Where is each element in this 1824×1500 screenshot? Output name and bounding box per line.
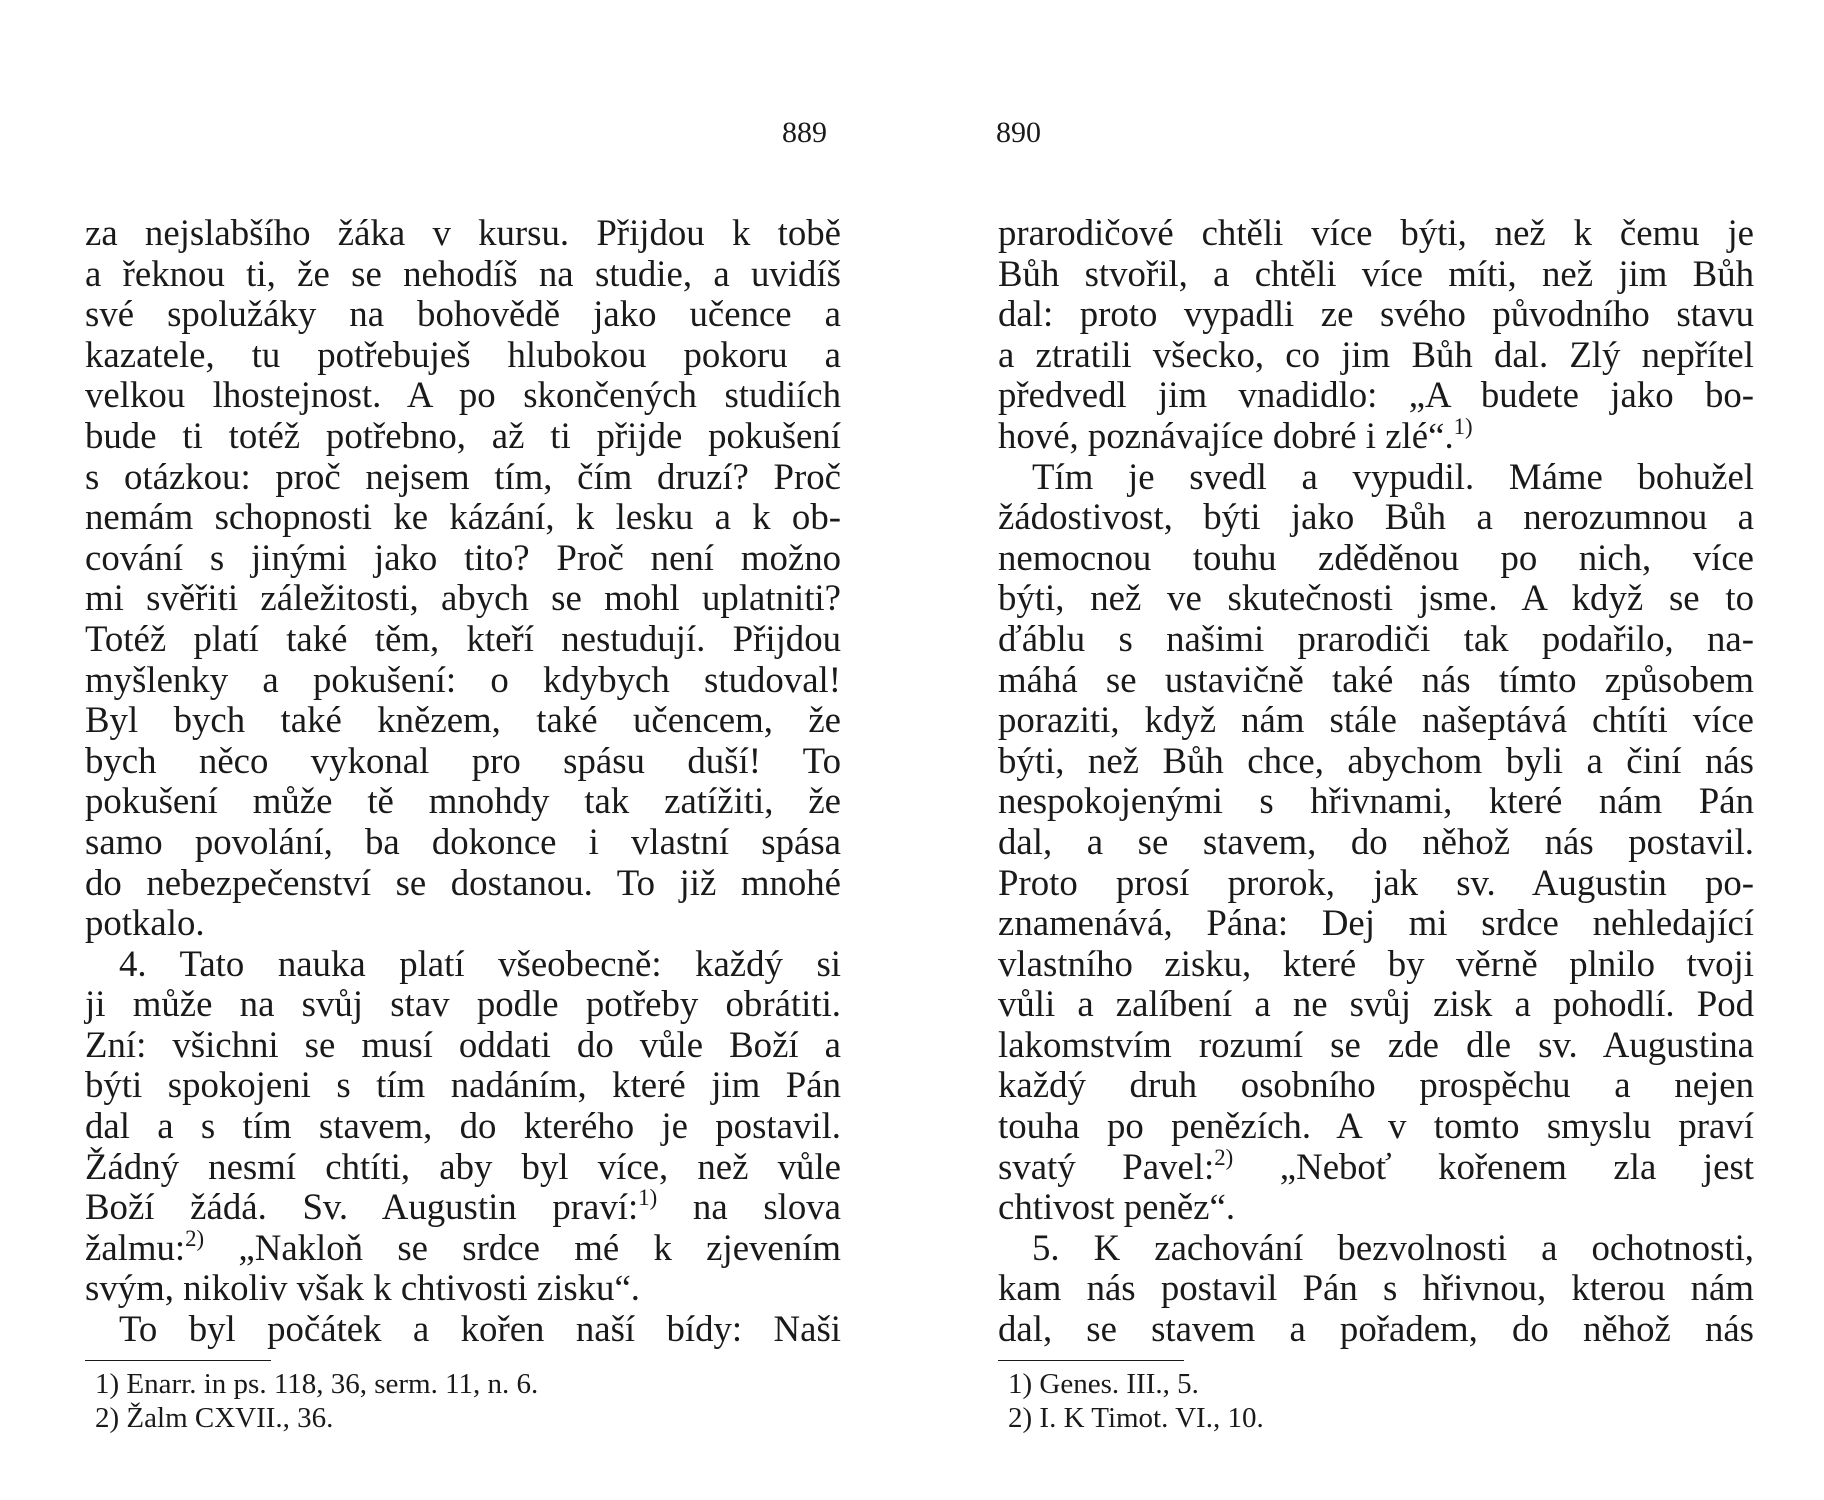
paragraph-start-line: 4. Tato nauka platí všeobecně: každý si bbox=[119, 942, 841, 984]
text-segment: „Neboť kořenem zla jest bbox=[1233, 1145, 1754, 1187]
footnote bbox=[1008, 1367, 1754, 1401]
text-line: cování s jinými jako tito? Proč není možno bbox=[85, 536, 841, 578]
text-line: znamenává, Pána: Dej mi srdce nehledající bbox=[998, 902, 1754, 944]
text-line: Žádný nesmí chtíti, aby byl více, než vůle bbox=[85, 1145, 841, 1187]
text-line: prarodičové chtěli více býti, než k čemu je bbox=[998, 212, 1754, 253]
text-line: a ztratili všecko, co jim Bůh dal. Zlý nepřítel bbox=[998, 333, 1754, 375]
footnote-marker: 2) bbox=[1008, 1401, 1033, 1434]
footnote bbox=[95, 1367, 841, 1401]
text-line: mi svěřiti záležitosti, abych se mohl uplatniti? bbox=[85, 577, 841, 619]
text-line: touha po penězích. A v tomto smyslu praví bbox=[998, 1105, 1754, 1147]
text-line: býti spokojeni s tím nadáním, které jim Pán bbox=[85, 1064, 841, 1106]
text-line: za nejslabšího žáka v kursu. Přijdou k tobě bbox=[85, 212, 841, 253]
text-line: dal a s tím stavem, do kterého je postavil. bbox=[85, 1105, 841, 1147]
text-line: chtivost peněz“. bbox=[998, 1186, 1236, 1228]
footnote-ref: 2) bbox=[185, 1225, 205, 1251]
footnote-text: Žalm CXVII., 36. bbox=[126, 1401, 334, 1434]
footnote-ref: 1) bbox=[638, 1185, 658, 1211]
text-line: potkalo. bbox=[85, 902, 205, 944]
text-line: svým, nikoliv však k chtivosti zisku“. bbox=[85, 1267, 640, 1309]
footnote-divider bbox=[998, 1360, 1184, 1361]
right-page-body bbox=[998, 213, 1754, 1350]
footnote-marker: 2) bbox=[95, 1401, 120, 1434]
text-line: bude ti totéž potřebno, až ti přijde pokušení bbox=[85, 414, 841, 456]
text-segment: „Nakloň se srdce mé k zjevením bbox=[204, 1226, 841, 1268]
paragraph-start-line: Tím je svedl a vypudil. Máme bohužel bbox=[1032, 455, 1754, 497]
text-line: každý druh osobního prospěchu a nejen bbox=[998, 1064, 1754, 1106]
text-line: myšlenky a pokušení: o kdybych studoval! bbox=[85, 658, 841, 700]
text-line: nespokojenými s hřivnami, které nám Pán bbox=[998, 780, 1754, 822]
text-line: nemocnou touhu zděděnou po nich, více bbox=[998, 536, 1754, 578]
text-line-with-ref bbox=[85, 1187, 841, 1228]
text-line: máhá se ustavičně také nás tímto způsobem bbox=[998, 658, 1754, 700]
text-line: lakomstvím rozumí se zde dle sv. Augustina bbox=[998, 1023, 1754, 1065]
right-footnotes bbox=[998, 1367, 1754, 1435]
text-segment: svatý Pavel: bbox=[998, 1145, 1215, 1187]
footnote-divider bbox=[85, 1360, 271, 1361]
text-line: poraziti, když nám stále našeptává chtíti více bbox=[998, 699, 1754, 741]
text-line: Bůh stvořil, a chtěli více míti, než jim Bůh bbox=[998, 252, 1754, 294]
text-line: dal, a se stavem, do něhož nás postavil. bbox=[998, 820, 1754, 862]
text-segment: žalmu: bbox=[85, 1226, 186, 1268]
text-line: býti, než Bůh chce, abychom byli a činí nás bbox=[998, 739, 1754, 781]
footnote-marker: 1) bbox=[95, 1367, 120, 1400]
left-footnotes bbox=[85, 1367, 841, 1435]
text-segment: Boží žádá. Sv. Augustin praví: bbox=[85, 1186, 639, 1228]
left-page-number: 889 bbox=[782, 116, 827, 149]
text-line: do nebezpečenství se dostanou. To již mnohé bbox=[85, 861, 841, 903]
footnote bbox=[95, 1401, 841, 1435]
text-line-with-ref bbox=[85, 1225, 841, 1269]
text-line-with-ref bbox=[998, 1144, 1754, 1188]
text-line: žádostivost, býti jako Bůh a nerozumnou a bbox=[998, 496, 1754, 538]
text-line: dal, se stavem a pořadem, do něhož nás bbox=[998, 1308, 1754, 1350]
text-line: Zní: všichni se musí oddati do vůle Boží a bbox=[85, 1023, 841, 1065]
left-page-column bbox=[85, 213, 841, 1435]
footnote-ref: 1) bbox=[1453, 413, 1473, 439]
footnote-text: Enarr. in ps. 118, 36, serm. 11, n. 6. bbox=[126, 1367, 539, 1400]
text-line: samo povolání, ba dokonce i vlastní spása bbox=[85, 820, 841, 862]
paragraph-start-line: 5. K zachování bezvolnosti a ochotnosti, bbox=[1032, 1226, 1754, 1268]
text-line-with-ref bbox=[998, 413, 1754, 457]
text-line: pokušení může tě mnohdy tak zatížiti, že bbox=[85, 780, 841, 822]
text-line: vůli a zalíbení a ne svůj zisk a pohodlí. Pod bbox=[998, 983, 1754, 1025]
text-line: předvedl jim vnadidlo: „A budete jako bo- bbox=[998, 374, 1754, 416]
text-line: dal: proto vypadli ze svého původního stavu bbox=[998, 293, 1754, 335]
text-line: nemám schopnosti ke kázání, k lesku a k ob- bbox=[85, 496, 841, 538]
right-page-column bbox=[998, 213, 1754, 1435]
footnote-text: Genes. III., 5. bbox=[1039, 1367, 1199, 1400]
text-line: býti, než ve skutečnosti jsme. A když se to bbox=[998, 577, 1754, 619]
text-segment: hové, poznávajíce dobré i zlé“. bbox=[998, 414, 1454, 456]
text-line: ďáblu s našimi prarodiči tak podařilo, na- bbox=[998, 617, 1754, 659]
text-line: vlastního zisku, které by věrně plnilo tvoji bbox=[998, 942, 1754, 984]
text-line: své spolužáky na bohovědě jako učence a bbox=[85, 293, 841, 335]
text-segment: na slova bbox=[657, 1186, 841, 1228]
footnote-marker: 1) bbox=[1008, 1367, 1033, 1400]
footnote-ref: 2) bbox=[1214, 1144, 1234, 1170]
footnote bbox=[1008, 1401, 1754, 1435]
text-line: Byl bych také knězem, také učencem, že bbox=[85, 699, 841, 741]
text-line: Totéž platí také těm, kteří nestudují. Přijdou bbox=[85, 617, 841, 659]
left-page-body bbox=[85, 213, 841, 1350]
text-line: kam nás postavil Pán s hřivnou, kterou nám bbox=[998, 1267, 1754, 1309]
text-line: s otázkou: proč nejsem tím, čím druzí? Proč bbox=[85, 455, 841, 497]
text-line: ji může na svůj stav podle potřeby obrátiti. bbox=[85, 983, 841, 1025]
right-page-number: 890 bbox=[996, 116, 1041, 149]
text-line: Proto prosí prorok, jak sv. Augustin po- bbox=[998, 861, 1754, 903]
text-line: bych něco vykonal pro spásu duší! To bbox=[85, 739, 841, 781]
footnote-text: I. K Timot. VI., 10. bbox=[1039, 1401, 1264, 1434]
text-line: kazatele, tu potřebuješ hlubokou pokoru a bbox=[85, 333, 841, 375]
paragraph-start-line: To byl počátek a kořen naší bídy: Naši bbox=[119, 1308, 841, 1350]
text-line: a řeknou ti, že se nehodíš na studie, a uvidíš bbox=[85, 252, 841, 294]
text-line: velkou lhostejnost. A po skončených studiích bbox=[85, 374, 841, 416]
